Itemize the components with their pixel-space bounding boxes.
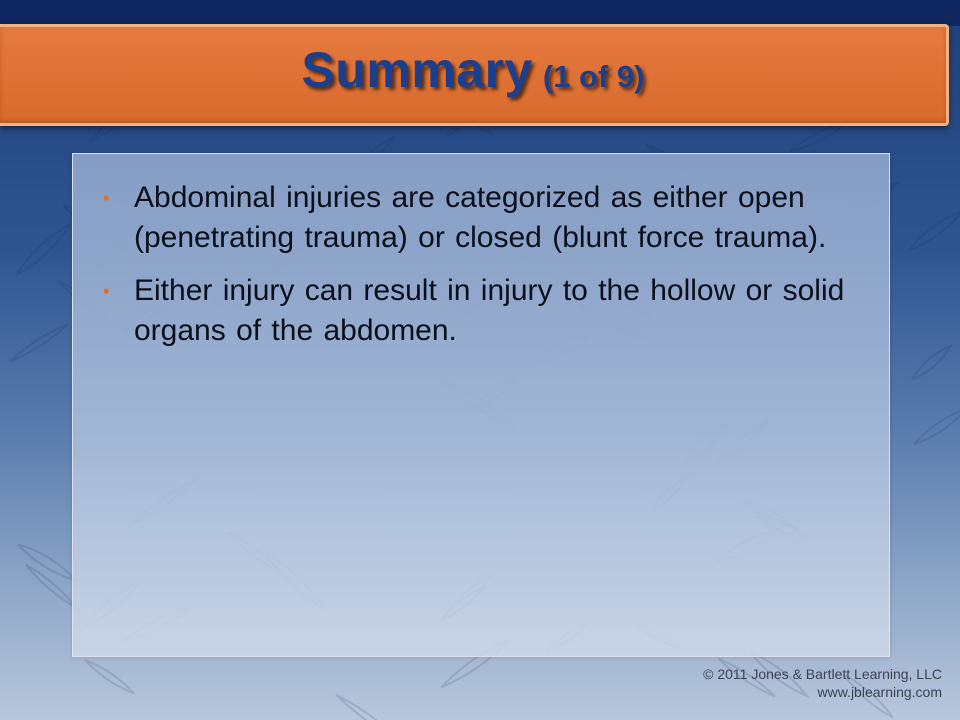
bullet-icon: •: [103, 188, 110, 208]
bullet-text: Either injury can result in injury to the hollow or solid organs of the abdomen.: [134, 274, 845, 347]
bullet-list: [73, 154, 889, 351]
content-panel: [72, 153, 890, 657]
footer-url: www.jblearning.com: [817, 684, 942, 700]
bullet-item: [103, 178, 859, 258]
title-bar: [0, 24, 949, 126]
top-strip: [0, 0, 960, 26]
copyright-text: © 2011 Jones & Bartlett Learning, LLC: [703, 666, 942, 682]
bullet-icon: •: [103, 281, 110, 301]
bullet-item: [103, 271, 859, 351]
copyright-footer: [703, 665, 942, 701]
title-main: Summary: [301, 42, 533, 98]
slide-title: [301, 41, 644, 99]
title-subtitle: (1 of 9): [542, 59, 645, 94]
bullet-text: Abdominal injuries are categorized as either open (penetrating trauma) or closed (blunt force trauma).: [134, 181, 827, 254]
